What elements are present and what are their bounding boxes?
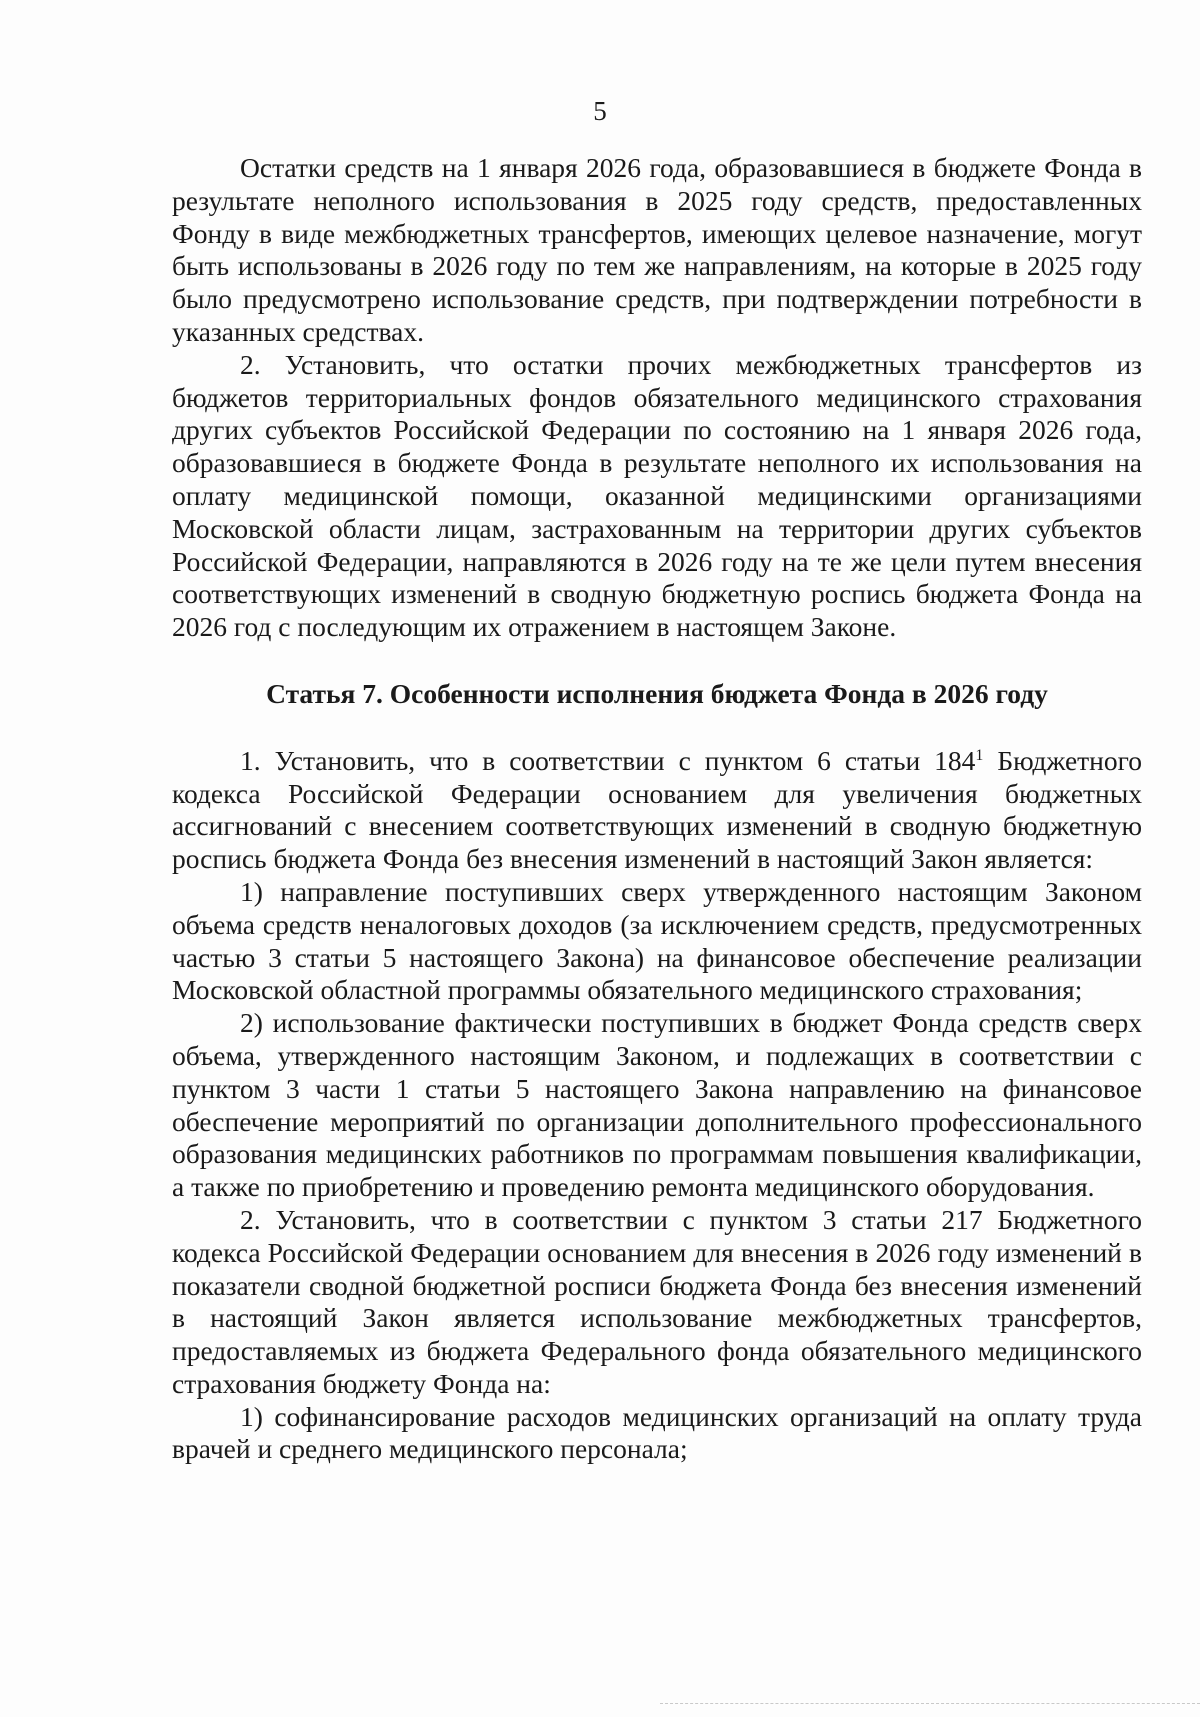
- paragraph-item-2-other-transfers: 2. Установить, что остатки прочих межбюджетных трансфертов из бюджетов территориальных фондов обязательного медицинского страхования других субъектов Российской Федерации по состоянию на 1 января 2026 года, образовавшиеся в бюджете Фонда в результате неполного их использования на оплату медицинской помощи, оказанной медицинскими организациями Московской области лицам, застрахованным на территории других субъектов Российской Федерации, направляются в 2026 году на те же цели путем внесения соответствующих изменений в сводную бюджетную роспись бюджета Фонда на 2026 год с последующим их отражением в настоящем Законе.: [172, 348, 1142, 643]
- paragraph-subitem-1-non-tax-income: 1) направление поступивших сверх утвержденного настоящим Законом объема средств неналоговых доходов (за исключением средств, предусмотренных частью 3 статьи 5 настоящего Закона) на финансовое обеспечение реализации Московской областной программы обязательного медицинского страхования;: [172, 875, 1142, 1006]
- paragraph-article-7-item-2: 2. Установить, что в соответствии с пунктом 3 статьи 217 Бюджетного кодекса Российской Федерации основанием для внесения в 2026 году изменений в показатели сводной бюджетной росписи бюджета Фонда без внесения изменений в настоящий Закон является использование межбюджетных трансфертов, предоставляемых из бюджета Федерального фонда обязательного медицинского страхования бюджету Фонда на:: [172, 1203, 1142, 1399]
- paragraph-article-7-item-1: [172, 745, 1142, 876]
- paragraph-subitem-1-cofinancing: 1) софинансирование расходов медицинских организаций на оплату труда врачей и среднего медицинского персонала;: [172, 1400, 1142, 1465]
- scan-artifact-line: [660, 1703, 1200, 1707]
- page-number: 5: [593, 96, 607, 126]
- paragraph-article-7-item-1-start: 1. Установить, что в соответствии с пунктом 6 статьи 184: [240, 744, 976, 776]
- document-body: [172, 152, 1142, 1466]
- superscript-article-number: 1: [975, 746, 984, 764]
- paragraph-subitem-2-actual-receipts: 2) использование фактически поступивших в бюджет Фонда средств сверх объема, утвержденного настоящим Законом, и подлежащих в соответствии с пунктом 3 части 1 статьи 5 настоящего Закона направлению на финансовое обеспечение мероприятий по организации дополнительного профессионального образования медицинских работников по программам повышения квалификации, а также по приобретению и проведению ремонта медицинского оборудования.: [172, 1007, 1142, 1203]
- paragraph-remaining-funds: Остатки средств на 1 января 2026 года, образовавшиеся в бюджете Фонда в результате неполного использования в 2025 году средств, предоставленных Фонду в виде межбюджетных трансфертов, имеющих целевое назначение, могут быть использованы в 2026 году по тем же направлениям, на которые в 2025 году было предусмотрено использование средств, при подтверждении потребности в указанных средствах.: [172, 152, 1142, 347]
- paragraph-article-7-item-1-end: Бюджетного кодекса Российской Федерации основанием для увеличения бюджетных ассигнований с внесением соответствующих изменений в сводную бюджетную роспись бюджета Фонда без внесения изменений в настоящий Закон является:: [172, 744, 1142, 875]
- article-7-heading: Статья 7. Особенности исполнения бюджета Фонда в 2026 году: [266, 677, 1048, 709]
